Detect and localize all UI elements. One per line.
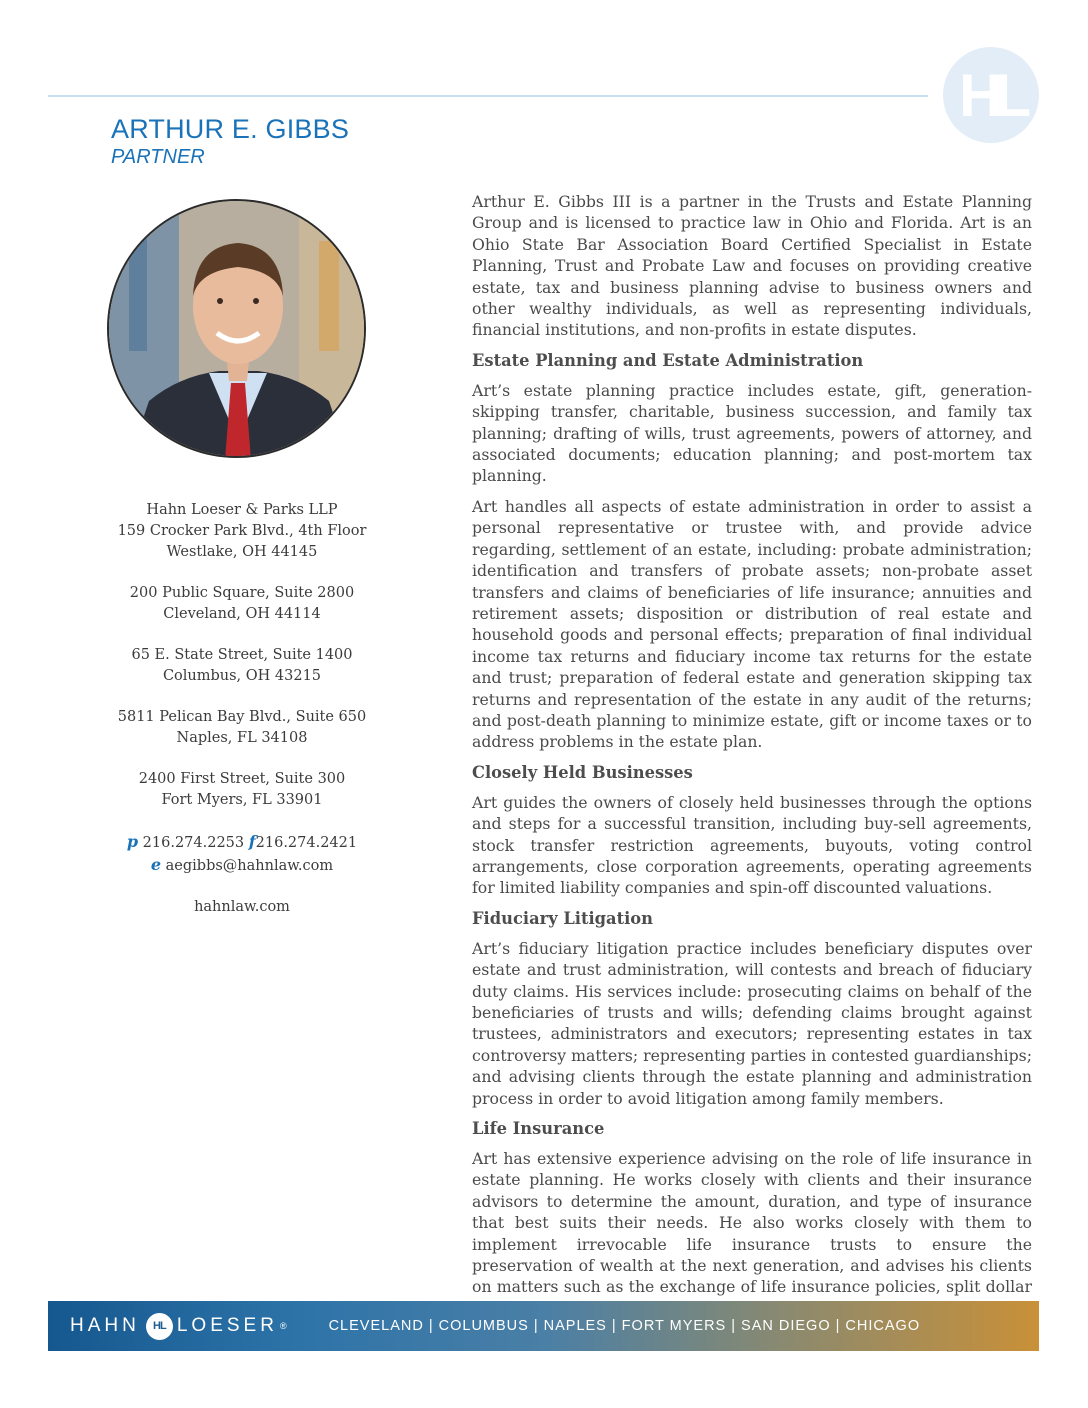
bio-column <box>472 191 1032 1328</box>
portrait-illustration <box>109 201 366 458</box>
office-address-line: 65 E. State Street, Suite 1400 <box>131 647 353 663</box>
office-address-line: 159 Crocker Park Blvd., 4th Floor <box>117 523 367 539</box>
office-city-line: Cleveland, OH 44114 <box>163 606 321 622</box>
footer-brand-logo <box>70 1313 287 1340</box>
header-rule <box>48 95 928 97</box>
contact-block <box>110 500 374 938</box>
phone-fax-line <box>110 831 374 854</box>
section-heading-fiduciary-litigation: Fiduciary Litigation <box>472 908 653 928</box>
footer-banner <box>48 1301 1039 1351</box>
website-line <box>110 897 374 918</box>
brand-word-hahn: HAHN <box>70 1315 140 1336</box>
website-link[interactable]: hahnlaw.com <box>194 899 290 915</box>
office-columbus <box>110 645 374 687</box>
firm-name: Hahn Loeser & Parks LLP <box>146 502 338 518</box>
phone-fax-email <box>110 831 374 877</box>
brand-word-loeser: LOESER <box>176 1315 278 1336</box>
section-paragraph: Art’s fiduciary litigation practice includes beneficiary disputes over estate and trust administration, will contests and breach of fiduciary duty claims. His services include: prosecuting claims on behalf of the beneficiaries of trusts and wills; defending claims brought against trustees, administrators and executors; representing estates in tax controversy matters; representing parties in contested guardianships; and advising clients through the estate planning and administration process in order to avoid litigation among family members. <box>472 938 1032 1108</box>
section-paragraph: Art’s estate planning practice includes estate, gift, generation-skipping transfer, charitable, business succession, and family tax planning; drafting of wills, trust agreements, powers of attorney, and associated documents; education planning; and post-mortem tax planning. <box>472 380 1032 486</box>
firm-logo-icon: HL <box>943 47 1039 143</box>
office-city-line: Naples, FL 34108 <box>176 730 308 746</box>
office-city-line: Westlake, OH 44145 <box>166 544 318 560</box>
footer-city-list: CLEVELAND | COLUMBUS | NAPLES | FORT MYERS | SAN DIEGO | CHICAGO <box>328 1318 921 1334</box>
phone-label: p <box>126 832 139 851</box>
phone-number[interactable]: 216.274.2253 <box>142 835 245 851</box>
fax-label: f <box>248 832 256 851</box>
office-address-line: 5811 Pelican Bay Blvd., Suite 650 <box>117 709 367 725</box>
office-address-line: 200 Public Square, Suite 2800 <box>129 585 355 601</box>
email-line <box>110 854 374 877</box>
section-heading-life-insurance: Life Insurance <box>472 1119 605 1139</box>
office-westlake <box>110 500 374 563</box>
office-address-line: 2400 First Street, Suite 300 <box>138 771 346 787</box>
attorney-photo <box>107 199 366 458</box>
office-cleveland <box>110 583 374 625</box>
section-paragraph: Art has extensive experience advising on the role of life insurance in estate planning. He works closely with clients and their insurance advisors to determine the amount, duration, and type of insurance that best suits their needs. He also works closely with them to implement irrevocable life insurance trusts to ensure the preservation of wealth at the next generation, and advises his clients on matters such as the exchange of life insurance policies, split dollar <box>472 1149 1032 1297</box>
email-label: e <box>150 855 162 874</box>
office-naples <box>110 707 374 749</box>
bio-intro: Arthur E. Gibbs III is a partner in the Trusts and Estate Planning Group and is licensed to practice law in Ohio and Florida. Art is an Ohio State Bar Association Board Certified Specialist in Estate Planning, Trust and Probate Law and focuses on providing creative estate, tax and business planning advise to business owners and other wealthy individuals, as well as representing individuals, financial institutions, and non-profits in estate disputes. <box>472 192 1032 340</box>
attorney-name: ARTHUR E. GIBBS <box>111 114 350 144</box>
office-fort-myers <box>110 769 374 811</box>
attorney-title: PARTNER <box>111 146 205 168</box>
office-city-line: Fort Myers, FL 33901 <box>161 792 323 808</box>
email-link[interactable]: aegibbs@hahnlaw.com <box>165 858 334 874</box>
hl-mark-icon: HL <box>146 1313 173 1340</box>
office-city-line: Columbus, OH 43215 <box>162 668 322 684</box>
section-paragraph: Art guides the owners of closely held businesses through the options and steps for a successful transition, including buy-sell agreements, stock transfer restriction agreements, buyouts, voting control arrangements, close corporation agreements, operating agreements for limited liability companies and spin-off discounted valuations. <box>472 792 1032 898</box>
fax-number: 216.274.2421 <box>255 835 358 851</box>
section-heading-closely-held: Closely Held Businesses <box>472 762 693 782</box>
registered-mark: ® <box>279 1321 287 1331</box>
section-heading-estate-planning: Estate Planning and Estate Administration <box>472 350 864 370</box>
section-paragraph: Art handles all aspects of estate administration in order to assist a personal representative or trustee with, and provide advice regarding, settlement of an estate, including: probate administration; identification and transfers of probate assets; non-probate asset transfers and claims of beneficiaries of life insurance; annuities and retirement assets; disposition or distribution of real estate and household goods and personal effects; preparation of final individual income tax returns and fiduciary income tax returns for the estate and trust; preparation of federal estate and generation skipping tax returns and representation of the estate in any audit of the returns; and post-death planning to minimize estate, gift or income taxes or to address problems in the estate plan. <box>472 496 1032 752</box>
